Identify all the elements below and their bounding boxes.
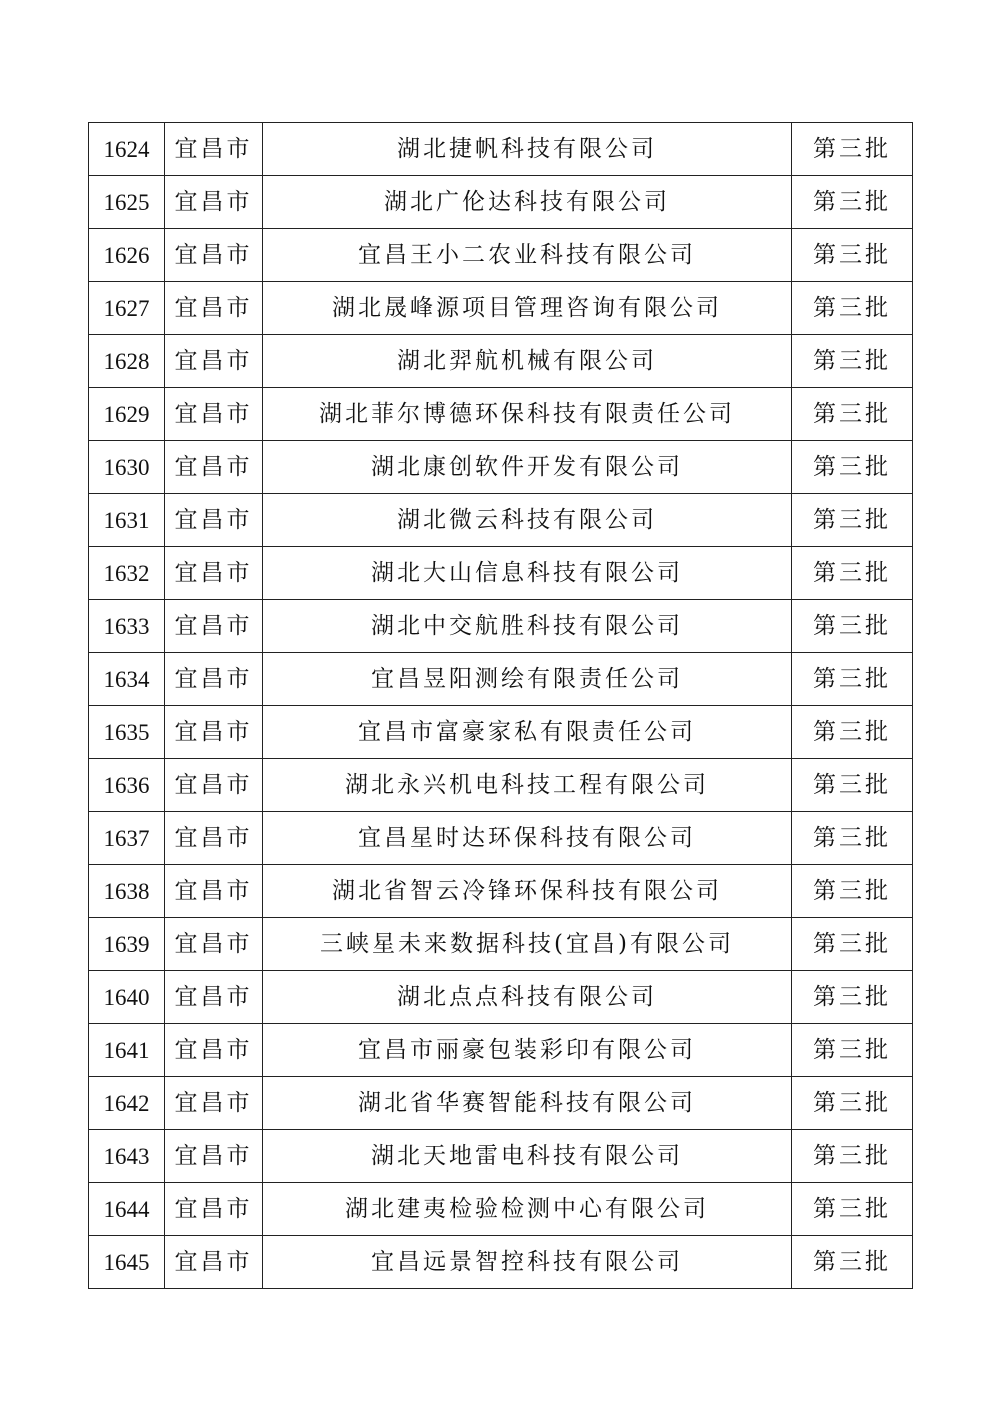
- company-name-cell: 宜昌市丽豪包装彩印有限公司: [263, 1024, 792, 1077]
- city-cell: 宜昌市: [165, 918, 263, 971]
- company-name-cell: 湖北建夷检验检测中心有限公司: [263, 1183, 792, 1236]
- company-name-cell: 湖北羿航机械有限公司: [263, 335, 792, 388]
- company-name-cell: 宜昌星时达环保科技有限公司: [263, 812, 792, 865]
- company-name-cell: 湖北大山信息科技有限公司: [263, 547, 792, 600]
- table-row: [89, 812, 913, 865]
- company-name-cell: 湖北中交航胜科技有限公司: [263, 600, 792, 653]
- city-cell: 宜昌市: [165, 229, 263, 282]
- table-row: [89, 1077, 913, 1130]
- batch-cell: 第三批: [792, 547, 913, 600]
- city-cell: 宜昌市: [165, 653, 263, 706]
- city-cell: 宜昌市: [165, 1130, 263, 1183]
- serial-number-cell: 1645: [89, 1236, 165, 1289]
- city-cell: 宜昌市: [165, 706, 263, 759]
- table-row: [89, 759, 913, 812]
- batch-cell: 第三批: [792, 600, 913, 653]
- company-name-cell: 湖北广伦达科技有限公司: [263, 176, 792, 229]
- city-cell: 宜昌市: [165, 812, 263, 865]
- table-row: [89, 176, 913, 229]
- company-name-cell: 宜昌昱阳测绘有限责任公司: [263, 653, 792, 706]
- batch-cell: 第三批: [792, 812, 913, 865]
- table-body: [89, 123, 913, 1289]
- serial-number-cell: 1644: [89, 1183, 165, 1236]
- city-cell: 宜昌市: [165, 1024, 263, 1077]
- batch-cell: 第三批: [792, 229, 913, 282]
- batch-cell: 第三批: [792, 865, 913, 918]
- table-row: [89, 1024, 913, 1077]
- company-name-cell: 湖北菲尔博德环保科技有限责任公司: [263, 388, 792, 441]
- company-name-cell: 湖北微云科技有限公司: [263, 494, 792, 547]
- table-row: [89, 494, 913, 547]
- table-row: [89, 547, 913, 600]
- table-row: [89, 123, 913, 176]
- city-cell: 宜昌市: [165, 282, 263, 335]
- serial-number-cell: 1633: [89, 600, 165, 653]
- company-name-cell: 湖北永兴机电科技工程有限公司: [263, 759, 792, 812]
- table-row: [89, 1183, 913, 1236]
- city-cell: 宜昌市: [165, 494, 263, 547]
- serial-number-cell: 1629: [89, 388, 165, 441]
- table-row: [89, 600, 913, 653]
- batch-cell: 第三批: [792, 494, 913, 547]
- serial-number-cell: 1631: [89, 494, 165, 547]
- batch-cell: 第三批: [792, 971, 913, 1024]
- serial-number-cell: 1628: [89, 335, 165, 388]
- batch-cell: 第三批: [792, 1024, 913, 1077]
- city-cell: 宜昌市: [165, 441, 263, 494]
- batch-cell: 第三批: [792, 335, 913, 388]
- company-name-cell: 湖北省华赛智能科技有限公司: [263, 1077, 792, 1130]
- table-row: [89, 971, 913, 1024]
- batch-cell: 第三批: [792, 918, 913, 971]
- batch-cell: 第三批: [792, 388, 913, 441]
- city-cell: 宜昌市: [165, 1236, 263, 1289]
- company-name-cell: 湖北点点科技有限公司: [263, 971, 792, 1024]
- city-cell: 宜昌市: [165, 759, 263, 812]
- company-name-cell: 湖北省智云冷锋环保科技有限公司: [263, 865, 792, 918]
- batch-cell: 第三批: [792, 759, 913, 812]
- city-cell: 宜昌市: [165, 600, 263, 653]
- table-row: [89, 229, 913, 282]
- city-cell: 宜昌市: [165, 865, 263, 918]
- serial-number-cell: 1640: [89, 971, 165, 1024]
- serial-number-cell: 1638: [89, 865, 165, 918]
- table-row: [89, 918, 913, 971]
- city-cell: 宜昌市: [165, 971, 263, 1024]
- city-cell: 宜昌市: [165, 388, 263, 441]
- serial-number-cell: 1625: [89, 176, 165, 229]
- city-cell: 宜昌市: [165, 335, 263, 388]
- serial-number-cell: 1627: [89, 282, 165, 335]
- company-name-cell: 湖北天地雷电科技有限公司: [263, 1130, 792, 1183]
- city-cell: 宜昌市: [165, 1077, 263, 1130]
- serial-number-cell: 1642: [89, 1077, 165, 1130]
- city-cell: 宜昌市: [165, 123, 263, 176]
- serial-number-cell: 1635: [89, 706, 165, 759]
- batch-cell: 第三批: [792, 441, 913, 494]
- company-name-cell: 宜昌王小二农业科技有限公司: [263, 229, 792, 282]
- table-row: [89, 1130, 913, 1183]
- table-row: [89, 335, 913, 388]
- batch-cell: 第三批: [792, 1236, 913, 1289]
- batch-cell: 第三批: [792, 653, 913, 706]
- serial-number-cell: 1636: [89, 759, 165, 812]
- serial-number-cell: 1634: [89, 653, 165, 706]
- batch-cell: 第三批: [792, 1130, 913, 1183]
- serial-number-cell: 1641: [89, 1024, 165, 1077]
- city-cell: 宜昌市: [165, 547, 263, 600]
- batch-cell: 第三批: [792, 1183, 913, 1236]
- table-row: [89, 865, 913, 918]
- company-name-cell: 三峡星未来数据科技(宜昌)有限公司: [263, 918, 792, 971]
- company-name-cell: 宜昌市富豪家私有限责任公司: [263, 706, 792, 759]
- company-name-cell: 湖北捷帆科技有限公司: [263, 123, 792, 176]
- company-name-cell: 湖北康创软件开发有限公司: [263, 441, 792, 494]
- batch-cell: 第三批: [792, 282, 913, 335]
- batch-cell: 第三批: [792, 1077, 913, 1130]
- company-name-cell: 宜昌远景智控科技有限公司: [263, 1236, 792, 1289]
- table-row: [89, 282, 913, 335]
- batch-cell: 第三批: [792, 706, 913, 759]
- serial-number-cell: 1630: [89, 441, 165, 494]
- table-row: [89, 1236, 913, 1289]
- table-row: [89, 388, 913, 441]
- table-row: [89, 706, 913, 759]
- city-cell: 宜昌市: [165, 1183, 263, 1236]
- batch-cell: 第三批: [792, 123, 913, 176]
- serial-number-cell: 1639: [89, 918, 165, 971]
- table-row: [89, 441, 913, 494]
- table-row: [89, 653, 913, 706]
- city-cell: 宜昌市: [165, 176, 263, 229]
- serial-number-cell: 1643: [89, 1130, 165, 1183]
- serial-number-cell: 1632: [89, 547, 165, 600]
- serial-number-cell: 1626: [89, 229, 165, 282]
- company-list-table: [88, 122, 913, 1289]
- batch-cell: 第三批: [792, 176, 913, 229]
- serial-number-cell: 1624: [89, 123, 165, 176]
- serial-number-cell: 1637: [89, 812, 165, 865]
- company-name-cell: 湖北晟峰源项目管理咨询有限公司: [263, 282, 792, 335]
